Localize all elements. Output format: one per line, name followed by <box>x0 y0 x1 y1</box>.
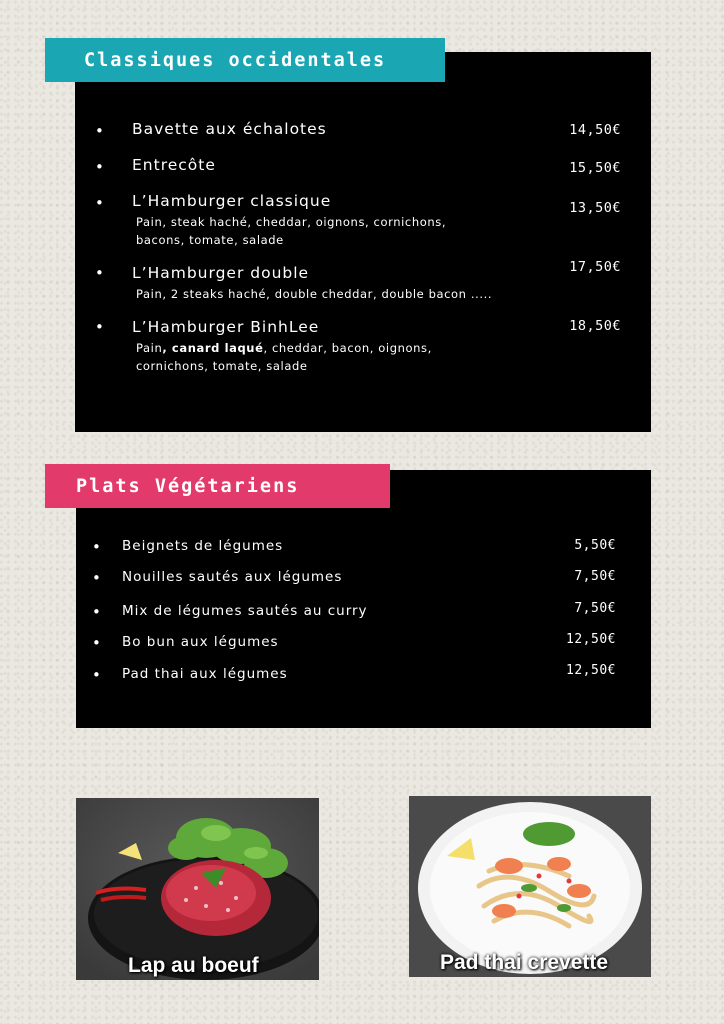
item-name: Pad thai aux légumes <box>122 666 288 682</box>
section-title-text: Classiques occidentales <box>84 49 387 71</box>
description-text: , cheddar, bacon, oignons, <box>263 341 432 355</box>
item-price: 5,50€ <box>574 538 616 553</box>
item-name: Beignets de légumes <box>122 538 284 554</box>
item-description <box>136 339 432 357</box>
item-price: 14,50€ <box>569 122 621 138</box>
item-name: Mix de légumes sautés au curry <box>122 603 368 619</box>
item-price: 13,50€ <box>569 200 621 216</box>
item-price: 7,50€ <box>574 601 616 616</box>
section-title-western-classics <box>45 38 445 82</box>
dish-image <box>76 798 319 980</box>
bullet: • <box>95 264 104 282</box>
photo-lap-au-boeuf <box>76 798 319 980</box>
vegetarian-panel <box>76 470 651 728</box>
bullet: • <box>95 318 104 336</box>
item-description: bacons, tomate, salade <box>136 233 284 247</box>
bullet: • <box>92 538 101 556</box>
item-price: 12,50€ <box>566 663 616 678</box>
item-description: Pain, 2 steaks haché, double cheddar, double bacon ..... <box>136 287 493 301</box>
item-name: Entrecôte <box>132 156 216 174</box>
item-price: 12,50€ <box>566 632 616 647</box>
item-description: cornichons, tomate, salade <box>136 359 308 373</box>
description-highlight: , canard laqué <box>162 341 264 355</box>
bullet: • <box>92 603 101 621</box>
bullet: • <box>92 666 101 684</box>
western-classics-panel <box>75 49 651 432</box>
bullet: • <box>95 122 104 140</box>
item-name: Nouilles sautés aux légumes <box>122 569 343 585</box>
item-price: 17,50€ <box>569 259 621 275</box>
bullet: • <box>95 158 104 176</box>
item-name: L’Hamburger double <box>132 264 310 282</box>
bullet: • <box>92 569 101 587</box>
bullet: • <box>92 634 101 652</box>
photo-caption: Pad thai crevette <box>440 951 609 974</box>
section-title-vegetarian <box>45 464 390 508</box>
item-price: 7,50€ <box>574 569 616 584</box>
photo-caption: Lap au boeuf <box>128 954 259 977</box>
item-price: 18,50€ <box>569 318 621 334</box>
dish-image <box>409 796 651 977</box>
section-title-text: Plats Végétariens <box>76 475 300 497</box>
photo-pad-thai-crevette <box>409 796 651 977</box>
description-text: Pain <box>136 341 163 355</box>
bullet: • <box>95 194 104 212</box>
item-name: Bavette aux échalotes <box>132 120 327 138</box>
item-price: 15,50€ <box>569 160 621 176</box>
item-name: Bo bun aux légumes <box>122 634 279 650</box>
item-name: L’Hamburger BinhLee <box>132 318 320 336</box>
item-description: Pain, steak haché, cheddar, oignons, cornichons, <box>136 215 447 229</box>
item-name: L’Hamburger classique <box>132 192 332 210</box>
